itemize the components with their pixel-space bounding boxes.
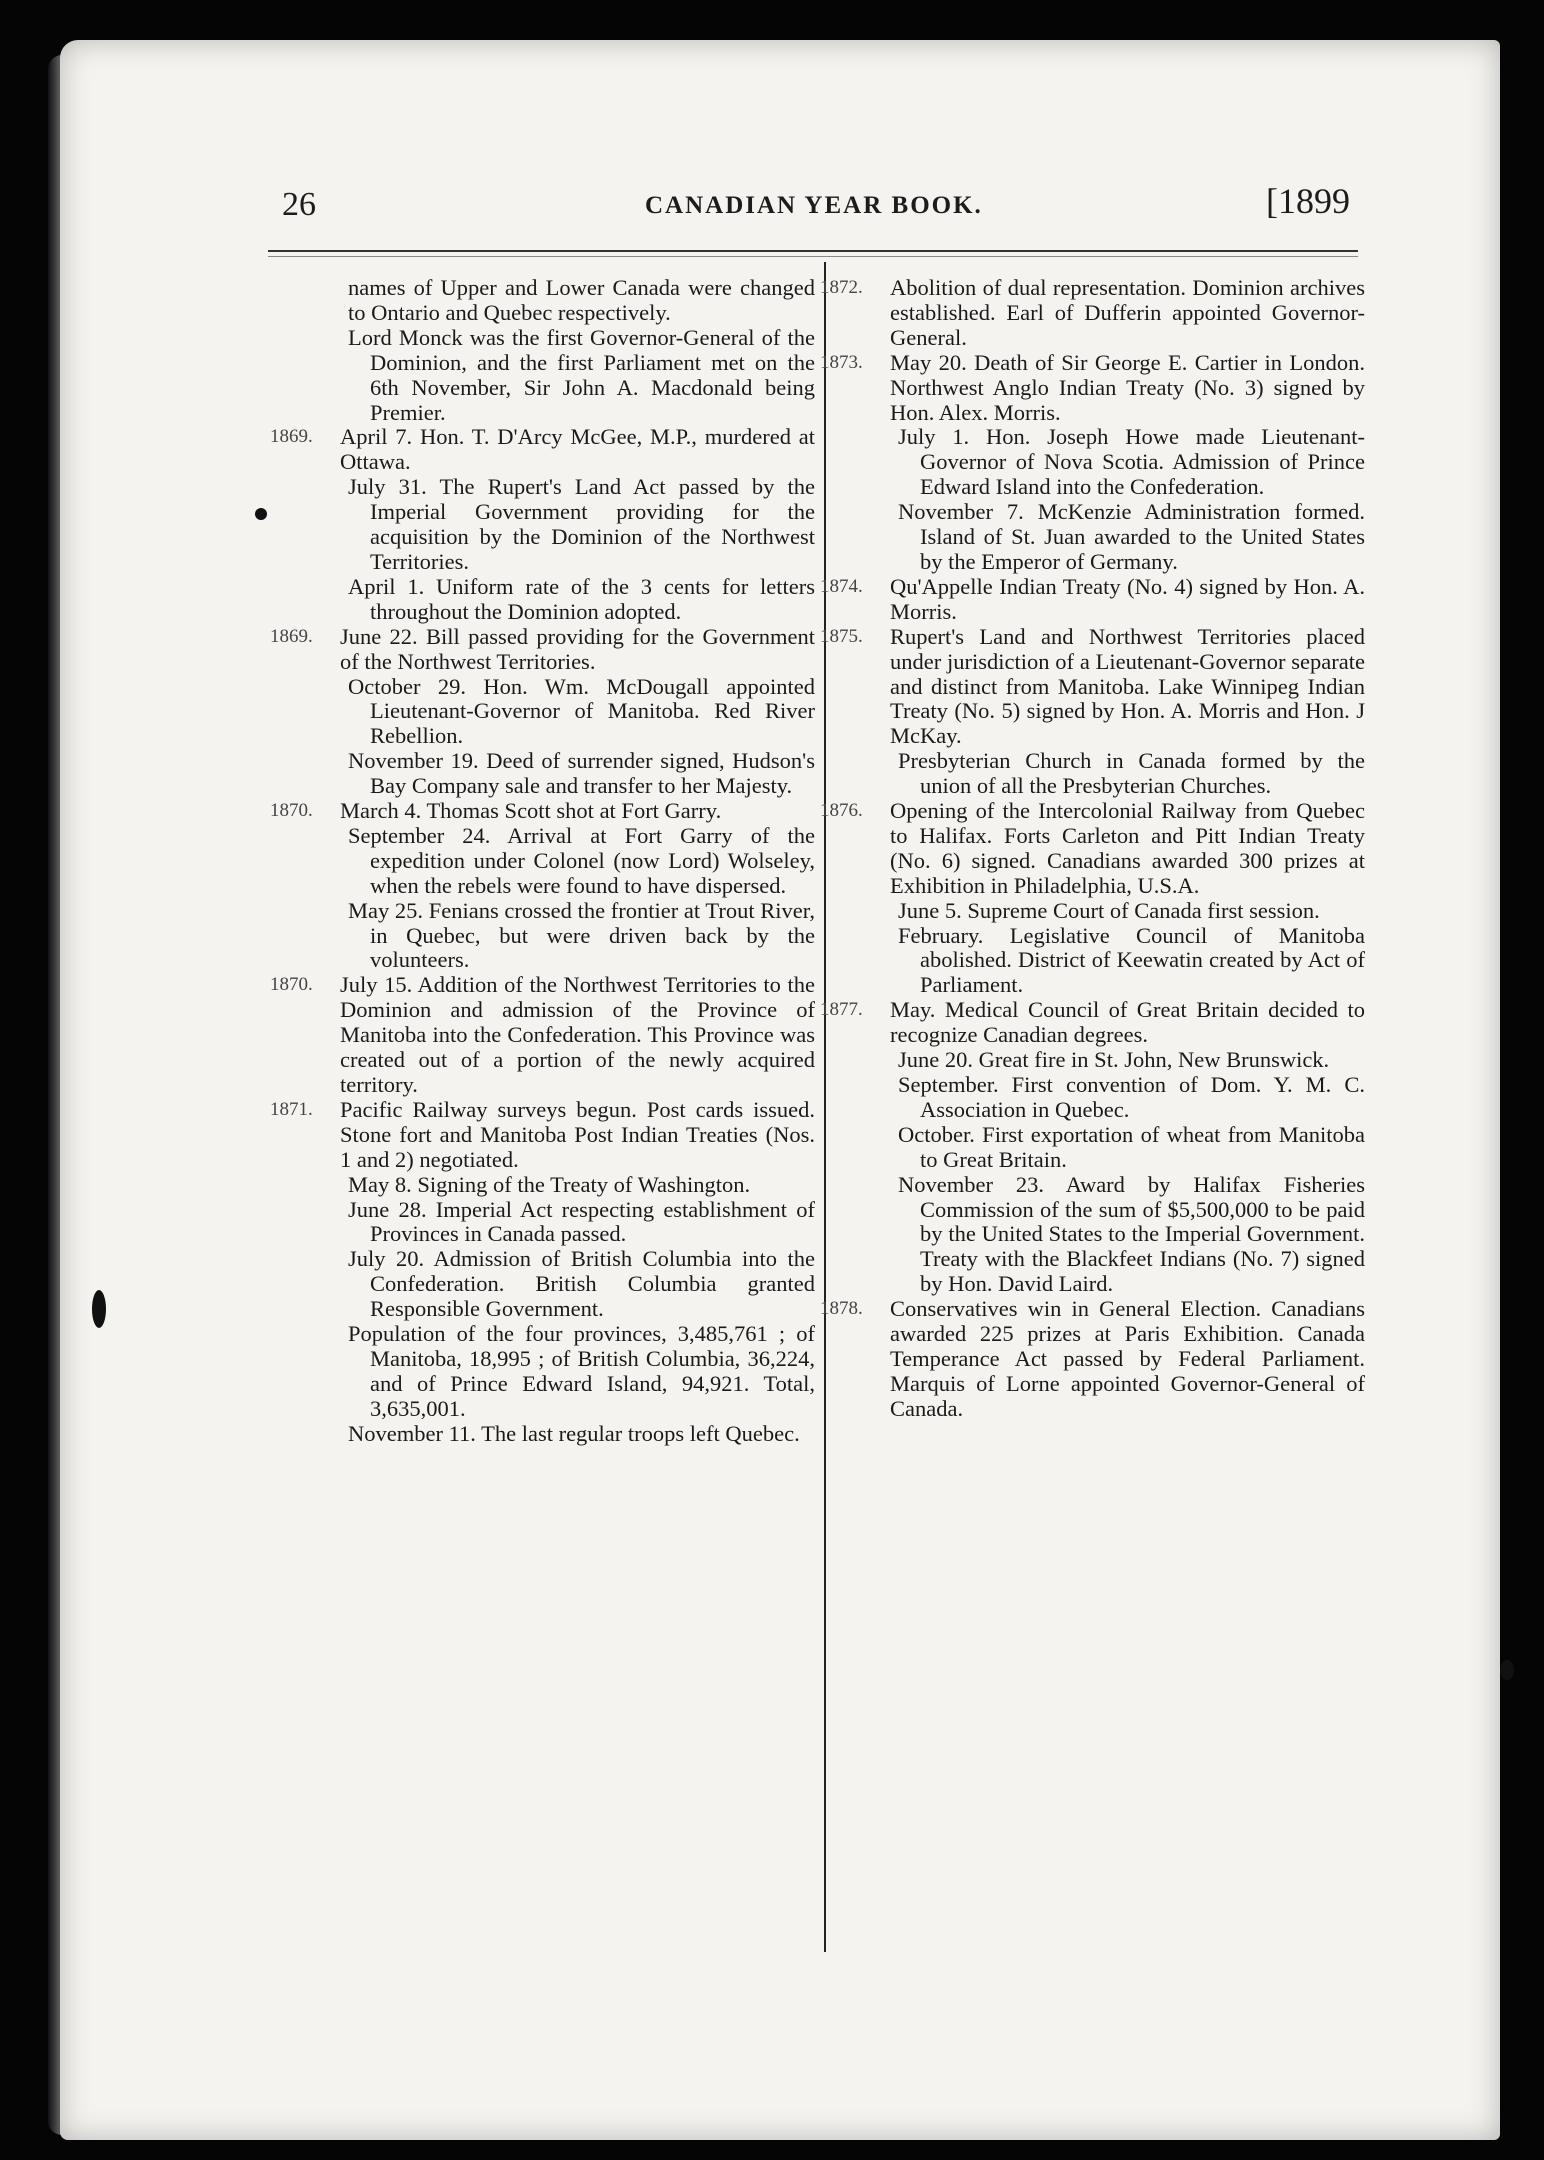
sub-entry: October 29. Hon. Wm. McDougall appointed Lieutenant-Governor of Manitoba. Red River Rebellion. bbox=[348, 673, 815, 749]
sub-entry: November 11. The last regular troops left Quebec. bbox=[348, 1420, 800, 1446]
chronology-entry bbox=[270, 425, 815, 475]
sub-entry: May 8. Signing of the Treaty of Washington. bbox=[348, 1171, 751, 1197]
sub-entry: July 1. Hon. Joseph Howe made Lieutenant-Governor of Nova Scotia. Admission of Prince Edward Island into the Confederation. bbox=[898, 424, 1365, 500]
chronology-entry bbox=[820, 1297, 1365, 1422]
entry-year: 1870. bbox=[270, 800, 313, 822]
left-column bbox=[270, 276, 815, 1447]
chronology-entry bbox=[820, 799, 1365, 899]
page-number: 26 bbox=[282, 186, 316, 223]
entry-year: 1874. bbox=[820, 575, 863, 597]
book-title: CANADIAN YEAR BOOK. bbox=[645, 192, 983, 219]
entry-year: 1877. bbox=[820, 999, 863, 1021]
entry-year: 1878. bbox=[820, 1298, 863, 1320]
entry-text: March 4. Thomas Scott shot at Fort Garry. bbox=[340, 798, 722, 824]
chronology-entry bbox=[270, 625, 815, 675]
sub-entry: February. Legislative Council of Manitoba abolished. District of Keewatin created by Act of Parliament. bbox=[898, 922, 1365, 998]
sub-entry: April 1. Uniform rate of the 3 cents for letters throughout the Dominion adopted. bbox=[348, 573, 815, 624]
entry-text: Rupert's Land and Northwest Territories placed under jurisdiction of a Lieutenant-Governor separate and distinct from Manitoba. Lake Winnipeg Indian Treaty (No. 5) signed by Hon. A. Morris and Hon. J McKay. bbox=[890, 623, 1365, 749]
chronology-entry bbox=[270, 799, 815, 824]
entry-text: July 15. Addition of the Northwest Territories to the Dominion and admission of the Province of Manitoba into the Confederation. This Province was created out of a portion of the newly acquired territory. bbox=[340, 972, 815, 1097]
entry-text: May 20. Death of Sir George E. Cartier in London. Northwest Anglo Indian Treaty (No. 3) signed by Hon. Alex. Morris. bbox=[890, 349, 1365, 425]
chronology-entry bbox=[820, 625, 1365, 750]
sub-entry: November 23. Award by Halifax Fisheries Commission of the sum of $5,500,000 to be paid by the United States to the Imperial Government. Treaty with the Blackfeet Indians (No. 7) signed by Hon. David Laird. bbox=[898, 1171, 1365, 1297]
chronology-entry bbox=[820, 351, 1365, 426]
entry-text: May. Medical Council of Great Britain decided to recognize Canadian degrees. bbox=[890, 997, 1365, 1048]
sub-entry: July 31. The Rupert's Land Act passed by the Imperial Government providing for the acquisition by the Dominion of the Northwest Territories. bbox=[348, 474, 815, 574]
sub-entry: June 20. Great fire in St. John, New Brunswick. bbox=[898, 1047, 1330, 1073]
chronology-entry bbox=[270, 1098, 815, 1173]
sub-entry: June 28. Imperial Act respecting establishment of Provinces in Canada passed. bbox=[348, 1196, 815, 1247]
header-year: [1899 bbox=[1266, 181, 1350, 221]
sub-entry: Population of the four provinces, 3,485,761 ; of Manitoba, 18,995 ; of British Columbia, 36,224, and of Prince Edward Island, 94,921. Total, 3,635,001. bbox=[348, 1321, 815, 1421]
entry-text: Conservatives win in General Election. Canadians awarded 225 prizes at Paris Exhibition. Canada Temperance Act passed by Federal Parliament. Marquis of Lorne appointed Governor-General of Canada. bbox=[890, 1296, 1365, 1421]
entry-text: April 7. Hon. T. D'Arcy McGee, M.P., murdered at Ottawa. bbox=[340, 424, 815, 475]
ink-blot-mark bbox=[255, 508, 267, 520]
sub-entry: November 7. McKenzie Administration formed. Island of St. Juan awarded to the United States by the Emperor of Germany. bbox=[898, 499, 1365, 574]
entry-year: 1871. bbox=[270, 1098, 313, 1120]
entry-year: 1872. bbox=[820, 277, 863, 298]
chronology-entry bbox=[820, 276, 1365, 351]
intro-sub-entry: Lord Monck was the first Governor-General of the Dominion, and the first Parliament met on the 6th November, Sir John A. Macdonald being Premier. bbox=[348, 324, 815, 425]
header-rule bbox=[268, 250, 1358, 252]
entry-text: Opening of the Intercolonial Railway from Quebec to Halifax. Forts Carleton and Pitt Indian Treaty (No. 6) signed. Canadians awarded 300 prizes at Exhibition in Philadelphia, U.S.A. bbox=[890, 798, 1365, 898]
sub-entry: July 20. Admission of British Columbia into the Confederation. British Columbia granted Responsible Government. bbox=[348, 1246, 815, 1322]
sub-entry: May 25. Fenians crossed the frontier at Trout River, in Quebec, but were driven back by the volunteers. bbox=[348, 897, 815, 973]
ink-blot-mark bbox=[92, 1290, 106, 1328]
ink-blot-mark bbox=[1500, 1660, 1514, 1680]
entry-year: 1870. bbox=[270, 974, 313, 996]
page-header bbox=[270, 180, 1360, 230]
entry-year: 1869. bbox=[270, 625, 313, 647]
entry-year: 1873. bbox=[820, 351, 863, 373]
sub-entry: September 24. Arrival at Fort Garry of the expedition under Colonel (now Lord) Wolseley, when the rebels were found to have dispersed. bbox=[348, 822, 815, 898]
entry-text: Pacific Railway surveys begun. Post cards issued. Stone fort and Manitoba Post Indian Treaties (Nos. 1 and 2) negotiated. bbox=[340, 1096, 815, 1172]
intro-continuation: names of Upper and Lower Canada were changed to Ontario and Quebec respectively. bbox=[348, 275, 815, 325]
sub-entry: September. First convention of Dom. Y. M. C. Association in Quebec. bbox=[898, 1072, 1365, 1122]
entry-year: 1869. bbox=[270, 426, 313, 448]
header-rule-secondary bbox=[268, 256, 1358, 257]
chronology-entry bbox=[820, 575, 1365, 625]
entry-year: 1876. bbox=[820, 800, 863, 822]
sub-entry: June 5. Supreme Court of Canada first session. bbox=[898, 897, 1320, 923]
chronology-entry bbox=[820, 998, 1365, 1048]
sub-entry: November 19. Deed of surrender signed, Hudson's Bay Company sale and transfer to her Majesty. bbox=[348, 748, 815, 799]
chronology-entry bbox=[270, 973, 815, 1098]
entry-text: June 22. Bill passed providing for the Government of the Northwest Territories. bbox=[340, 623, 815, 674]
sub-entry: October. First exportation of wheat from Manitoba to Great Britain. bbox=[898, 1121, 1365, 1172]
entry-text: Abolition of dual representation. Dominion archives established. Earl of Dufferin appointed Governor-General. bbox=[890, 275, 1365, 350]
sub-entry: Presbyterian Church in Canada formed by the union of all the Presbyterian Churches. bbox=[898, 748, 1365, 799]
right-column bbox=[820, 276, 1365, 1422]
entry-year: 1875. bbox=[820, 625, 863, 647]
entry-text: Qu'Appelle Indian Treaty (No. 4) signed by Hon. A. Morris. bbox=[890, 573, 1365, 624]
